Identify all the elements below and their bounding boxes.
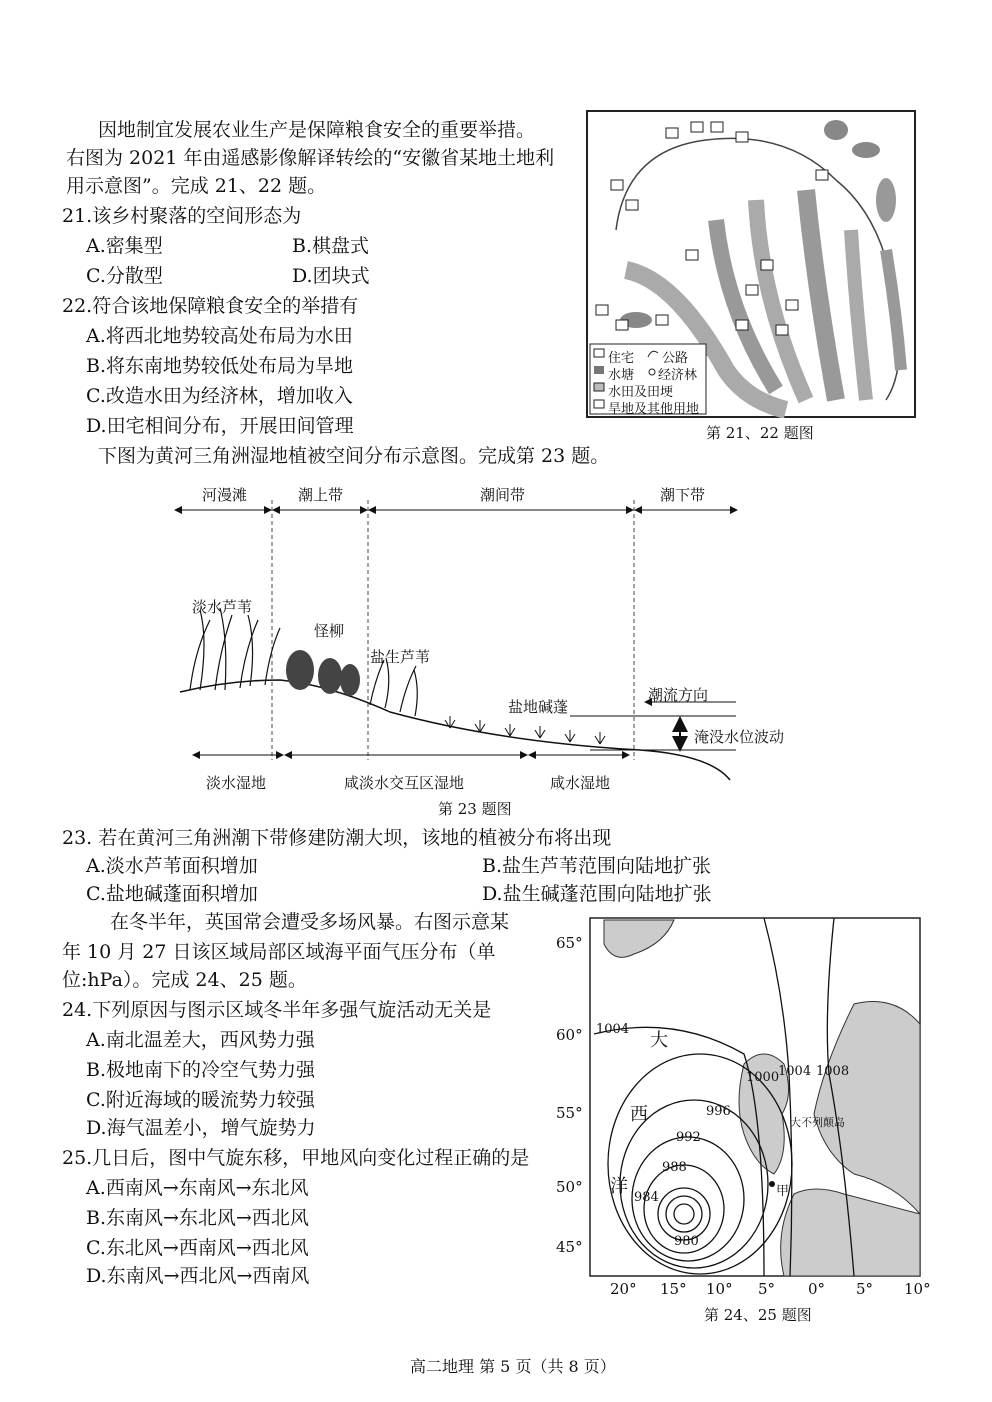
page-footer: 高二地理 第 5 页（共 8 页） — [410, 1357, 616, 1376]
intro-line-2: 右图为 2021 年由遥感影像解译转绘的“安徽省某地土地利 — [66, 147, 555, 169]
wetland-figure — [170, 480, 785, 820]
q23-option-d[interactable]: D.盐生碱蓬范围向陆地扩张 — [482, 883, 712, 905]
isobar-996: 996 — [706, 1104, 731, 1119]
ocean-char-1: 大 — [650, 1030, 668, 1051]
isobar-980: 980 — [674, 1234, 699, 1249]
q23-stem: 23. 若在黄河三角洲潮下带修建防潮大坝，该地的植被分布将出现 — [62, 827, 612, 849]
ocean-char-2: 西 — [630, 1104, 648, 1125]
isobar-1008: 1008 — [816, 1064, 850, 1079]
intro3-line-2: 年 10 月 27 日该区域局部区域海平面气压分布（单 — [62, 941, 496, 963]
lon-10w: 10° — [706, 1280, 733, 1298]
isobar-1000: 1000 — [746, 1070, 780, 1085]
wetland-fresh: 淡水湿地 — [206, 774, 267, 792]
lon-5e: 5° — [856, 1280, 874, 1298]
lat-45: 45° — [556, 1238, 583, 1256]
lon-5w: 5° — [758, 1280, 776, 1298]
q21-option-c[interactable]: C.分散型 — [86, 265, 163, 287]
q21-option-b[interactable]: B.棋盘式 — [292, 235, 370, 257]
q25-option-c[interactable]: C.东北风→西南风→西北风 — [86, 1237, 309, 1259]
q21-stem: 21.该乡村聚落的空间形态为 — [62, 205, 302, 227]
q21-option-a[interactable]: A.密集型 — [86, 235, 163, 257]
intro-line-1: 因地制宜发展农业生产是保障粮食安全的重要举措。 — [98, 119, 536, 141]
q24-stem: 24.下列原因与图示区域冬半年多强气旋活动无关是 — [62, 999, 492, 1021]
point-jia: 甲 — [776, 1184, 790, 1199]
zone-floodplain: 河漫滩 — [202, 486, 248, 504]
intro3-line-1: 在冬半年，英国常会遭受多场风暴。右图示意某 — [110, 911, 510, 933]
tide-direction-label: 潮流方向 — [648, 686, 709, 704]
intro3-line-3: 位:hPa）。完成 24、25 题。 — [62, 969, 307, 991]
lat-60: 60° — [556, 1026, 583, 1044]
q24-option-c[interactable]: C.附近海域的暖流势力较强 — [86, 1089, 315, 1111]
map1-caption: 第 21、22 题图 — [706, 424, 814, 442]
q23-option-a[interactable]: A.淡水芦苇面积增加 — [86, 855, 258, 877]
q24-option-b[interactable]: B.极地南下的冷空气势力强 — [86, 1059, 316, 1081]
q24-option-d[interactable]: D.海气温差小，增气旋势力 — [86, 1117, 316, 1139]
q22-stem: 22.符合该地保障粮食安全的举措有 — [62, 295, 359, 317]
lat-50: 50° — [556, 1178, 583, 1196]
lon-20w: 20° — [610, 1280, 637, 1298]
legend-dryland: 旱地及其他用地 — [608, 402, 700, 417]
zone-supratidal: 潮上带 — [298, 486, 344, 504]
q22-option-a[interactable]: A.将西北地势较高处布局为水田 — [86, 325, 353, 347]
q25-stem: 25.几日后，图中气旋东移，甲地风向变化过程正确的是 — [62, 1147, 530, 1169]
q25-option-b[interactable]: B.东南风→东北风→西北风 — [86, 1207, 309, 1229]
ocean-char-3: 洋 — [610, 1176, 628, 1197]
isobar-984: 984 — [634, 1190, 659, 1205]
legend-paddy: 水田及田埂 — [608, 385, 674, 400]
map2-caption: 第 24、25 题图 — [704, 1306, 812, 1324]
zone-subtidal: 潮下带 — [660, 486, 706, 504]
water-level-label: 淹没水位波动 — [694, 728, 785, 746]
isobar-992: 992 — [676, 1130, 701, 1145]
q23-option-b[interactable]: B.盐生芦苇范围向陆地扩张 — [482, 855, 712, 877]
legend-road: 公路 — [662, 351, 689, 366]
isobar-1004-w: 1004 — [596, 1022, 630, 1037]
britain-label: 大不列颠岛 — [790, 1116, 845, 1129]
plant-fresh-reed: 淡水芦苇 — [192, 598, 253, 616]
isobar-1004-e: 1004 — [778, 1064, 812, 1079]
zone-intertidal: 潮间带 — [480, 486, 526, 504]
legend-orchard: 经济林 — [658, 368, 698, 383]
land-use-map — [586, 110, 916, 418]
q22-option-b[interactable]: B.将东南地势较低处布局为旱地 — [86, 355, 354, 377]
q21-option-d[interactable]: D.团块式 — [292, 265, 370, 287]
fig23-caption: 第 23 题图 — [438, 800, 512, 818]
lon-10e: 10° — [904, 1280, 931, 1298]
q22-option-c[interactable]: C.改造水田为经济林，增加收入 — [86, 385, 353, 407]
legend-house: 住宅 — [608, 351, 635, 366]
plant-suaeda: 盐地碱蓬 — [508, 698, 569, 716]
lon-15w: 15° — [660, 1280, 687, 1298]
q23-option-c[interactable]: C.盐地碱蓬面积增加 — [86, 883, 258, 905]
lon-0: 0° — [808, 1280, 826, 1298]
q22-option-d[interactable]: D.田宅相间分布，开展田间管理 — [86, 415, 354, 437]
intro-line-3: 用示意图”。完成 21、22 题。 — [66, 175, 327, 197]
wetland-brackish: 咸淡水交互区湿地 — [344, 774, 465, 792]
q24-option-a[interactable]: A.南北温差大，西风势力强 — [86, 1029, 315, 1051]
lat-65: 65° — [556, 934, 583, 952]
plant-tamarisk: 怪柳 — [314, 622, 345, 640]
legend-pond: 水塘 — [608, 368, 635, 383]
isobar-988: 988 — [662, 1160, 687, 1175]
pressure-map — [554, 914, 934, 1324]
wetland-saline: 咸水湿地 — [550, 774, 611, 792]
intro2: 下图为黄河三角洲湿地植被空间分布示意图。完成第 23 题。 — [98, 445, 610, 467]
lat-55: 55° — [556, 1104, 583, 1122]
q25-option-d[interactable]: D.东南风→西北风→西南风 — [86, 1265, 310, 1287]
plant-salt-reed: 盐生芦苇 — [370, 648, 431, 666]
q25-option-a[interactable]: A.西南风→东南风→东北风 — [86, 1177, 309, 1199]
